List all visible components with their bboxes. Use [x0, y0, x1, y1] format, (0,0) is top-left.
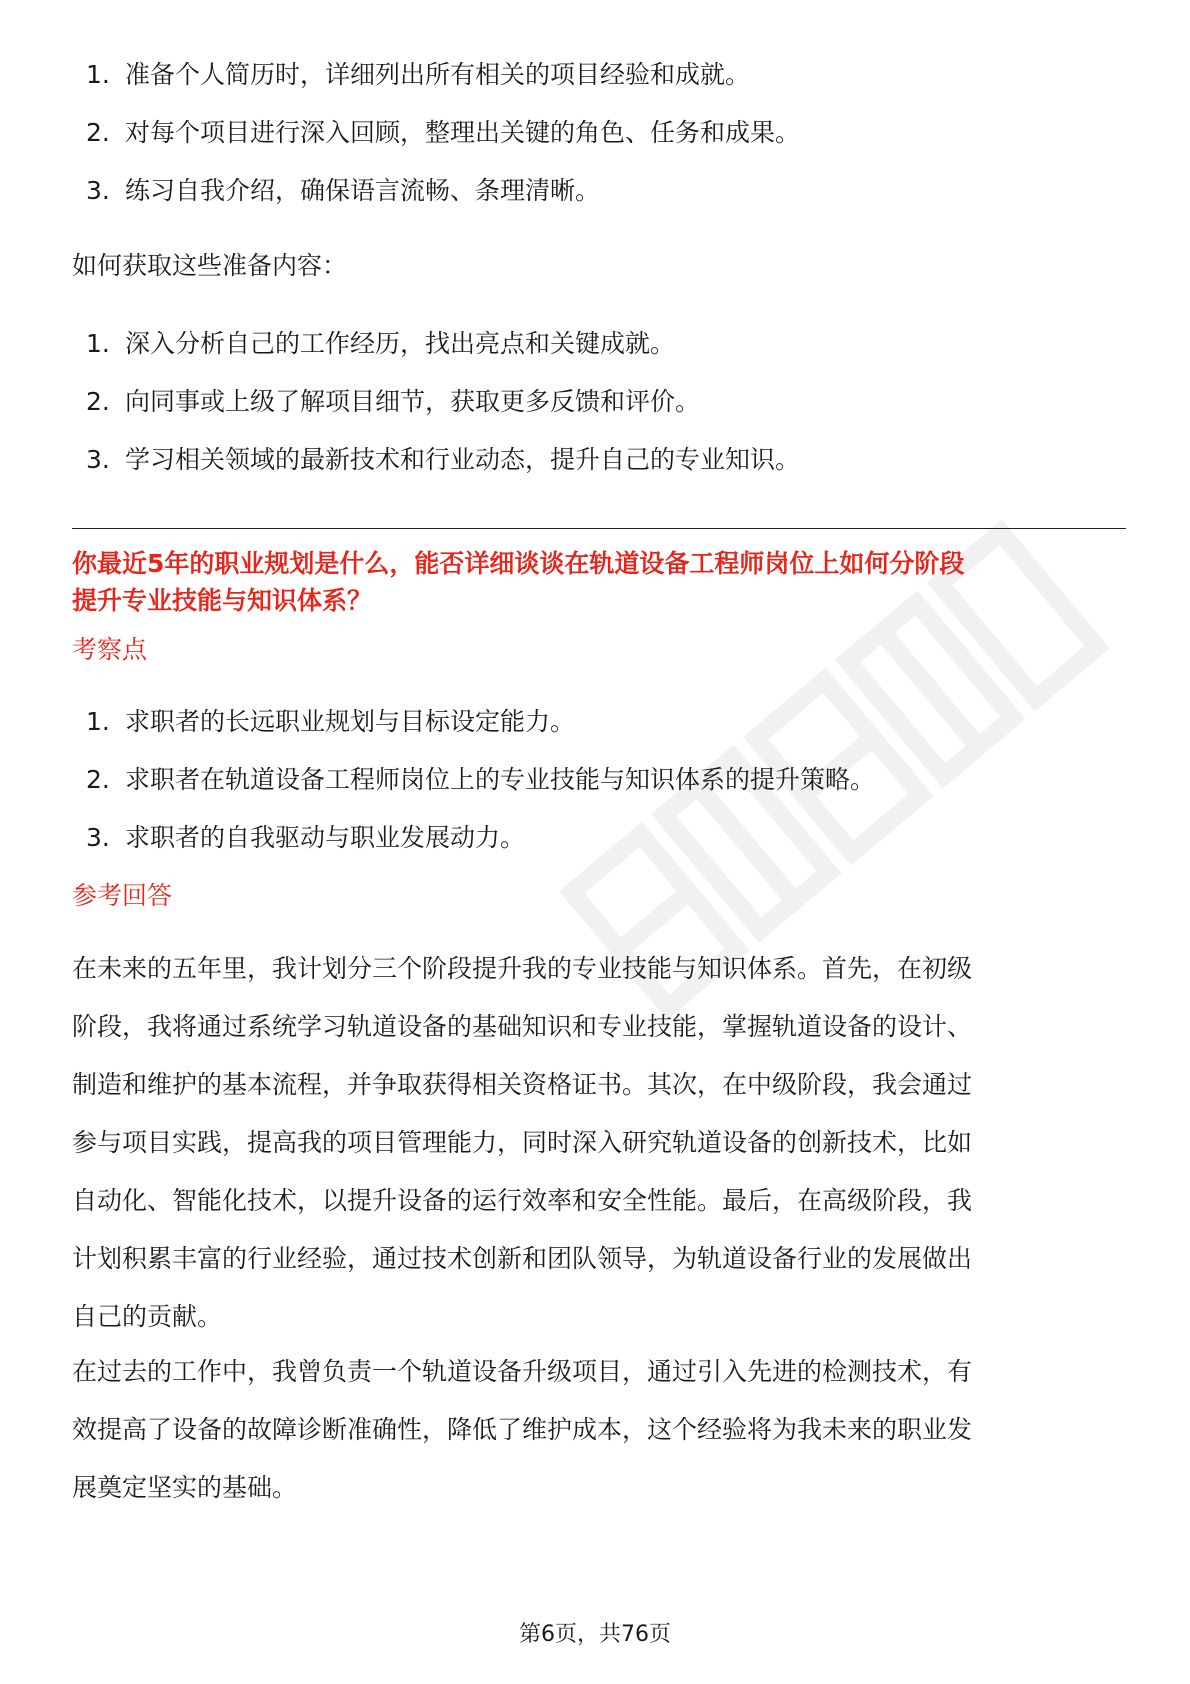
- assessment-label: 考察点: [72, 635, 148, 664]
- reference-paragraph-2: [72, 1343, 1126, 1517]
- list-item: [72, 115, 1126, 151]
- list-number: 1.: [86, 329, 110, 358]
- paragraph-line: 制造和维护的基本流程，并争取获得相关资格证书。其次，在中级阶段，我会通过: [72, 1070, 973, 1099]
- how-to-obtain-list: [72, 326, 1126, 500]
- list-number: 1.: [86, 60, 110, 89]
- question-line: 提升专业技能与知识体系？: [72, 586, 373, 615]
- list-item: [72, 173, 1126, 209]
- reference-answer-label: 参考回答: [72, 881, 173, 910]
- list-item: [72, 820, 1126, 856]
- list-number: 2.: [86, 118, 110, 147]
- list-text: 对每个项目进行深入回顾，整理出关键的角色、任务和成果。: [125, 118, 801, 147]
- assessment-list: [72, 704, 1126, 878]
- list-text: 准备个人简历时，详细列出所有相关的项目经验和成就。: [125, 60, 751, 89]
- paragraph-line: 展奠定坚实的基础。: [72, 1473, 298, 1502]
- list-item: [72, 326, 1126, 362]
- paragraph-line: 在未来的五年里，我计划分三个阶段提升我的专业技能与知识体系。首先，在初级: [72, 954, 973, 983]
- list-text: 练习自我介绍，确保语言流畅、条理清晰。: [125, 176, 601, 205]
- reference-paragraph-1: [72, 940, 1126, 1346]
- list-text: 求职者在轨道设备工程师岗位上的专业技能与知识体系的提升策略。: [125, 765, 876, 794]
- paragraph-line: 在过去的工作中，我曾负责一个轨道设备升级项目，通过引入先进的检测技术，有: [72, 1357, 973, 1386]
- page-number-footer: 第6页，共76页: [519, 1622, 671, 1647]
- list-item: [72, 57, 1126, 93]
- list-item: [72, 704, 1126, 740]
- list-number: 2.: [86, 765, 110, 794]
- list-number: 3.: [86, 445, 110, 474]
- list-item: [72, 384, 1126, 420]
- paragraph-line: 参与项目实践，提高我的项目管理能力，同时深入研究轨道设备的创新技术，比如: [72, 1128, 973, 1157]
- list-text: 学习相关领域的最新技术和行业动态，提升自己的专业知识。: [125, 445, 801, 474]
- list-item: [72, 442, 1126, 478]
- interview-question: [72, 545, 1126, 619]
- list-number: 3.: [86, 823, 110, 852]
- paragraph-line: 自己的贡献。: [72, 1302, 223, 1331]
- section-divider: [72, 528, 1126, 529]
- question-line: 你最近5年的职业规划是什么，能否详细谈谈在轨道设备工程师岗位上如何分阶段: [72, 549, 965, 578]
- top-list: [72, 57, 1126, 231]
- list-number: 1.: [86, 707, 110, 736]
- paragraph-line: 阶段，我将通过系统学习轨道设备的基础知识和专业技能，掌握轨道设备的设计、: [72, 1012, 973, 1041]
- paragraph-line: 效提高了设备的故障诊断准确性，降低了维护成本，这个经验将为我未来的职业发: [72, 1415, 973, 1444]
- list-number: 2.: [86, 387, 110, 416]
- paragraph-line: 自动化、智能化技术，以提升设备的运行效率和安全性能。最后，在高级阶段，我: [72, 1186, 973, 1215]
- how-to-obtain-heading: 如何获取这些准备内容：: [72, 251, 348, 280]
- list-text: 深入分析自己的工作经历，找出亮点和关键成就。: [125, 329, 676, 358]
- list-number: 3.: [86, 176, 110, 205]
- list-text: 求职者的长远职业规划与目标设定能力。: [125, 707, 576, 736]
- list-item: [72, 762, 1126, 798]
- list-text: 求职者的自我驱动与职业发展动力。: [125, 823, 526, 852]
- paragraph-line: 计划积累丰富的行业经验，通过技术创新和团队领导，为轨道设备行业的发展做出: [72, 1244, 973, 1273]
- list-text: 向同事或上级了解项目细节，获取更多反馈和评价。: [125, 387, 701, 416]
